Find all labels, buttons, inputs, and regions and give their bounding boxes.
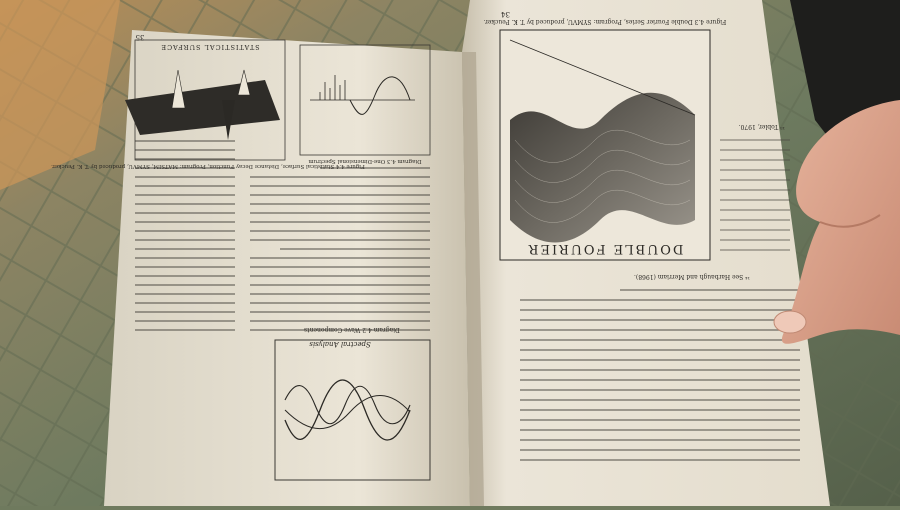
right-page-number: 34 xyxy=(501,10,510,18)
diagram-bottom-caption: Diagram 4.2 Wave Components xyxy=(304,326,400,333)
right-footnote-1: ¹⁴ See Harbaugh and Merriam (1968). xyxy=(634,273,750,280)
left-page-number: 35 xyxy=(135,33,145,41)
double-fourier-caption: Figure 4.3 Double Fourier Series, Program: SYMVU, produced by T. K. Peucker. xyxy=(483,18,727,25)
statistical-surface-label: STATISTICAL SURFACE xyxy=(160,43,260,51)
right-footnote-2: ¹⁵ Tobler, 1970. xyxy=(738,123,785,130)
diagram-top-caption: Diagram 4.3 One-Dimensional Spectrum xyxy=(308,158,422,164)
double-fourier-label: DOUBLE FOURIER xyxy=(526,241,684,256)
statistical-surface-caption: Figure 4.4 Statistical Surface, Distance Decay Function, Program: MATSIM, SYMVU, produced by T. K. Peucker. xyxy=(51,163,365,169)
section-heading: Spectral Analysis xyxy=(309,340,371,348)
thumbnail xyxy=(774,311,806,333)
